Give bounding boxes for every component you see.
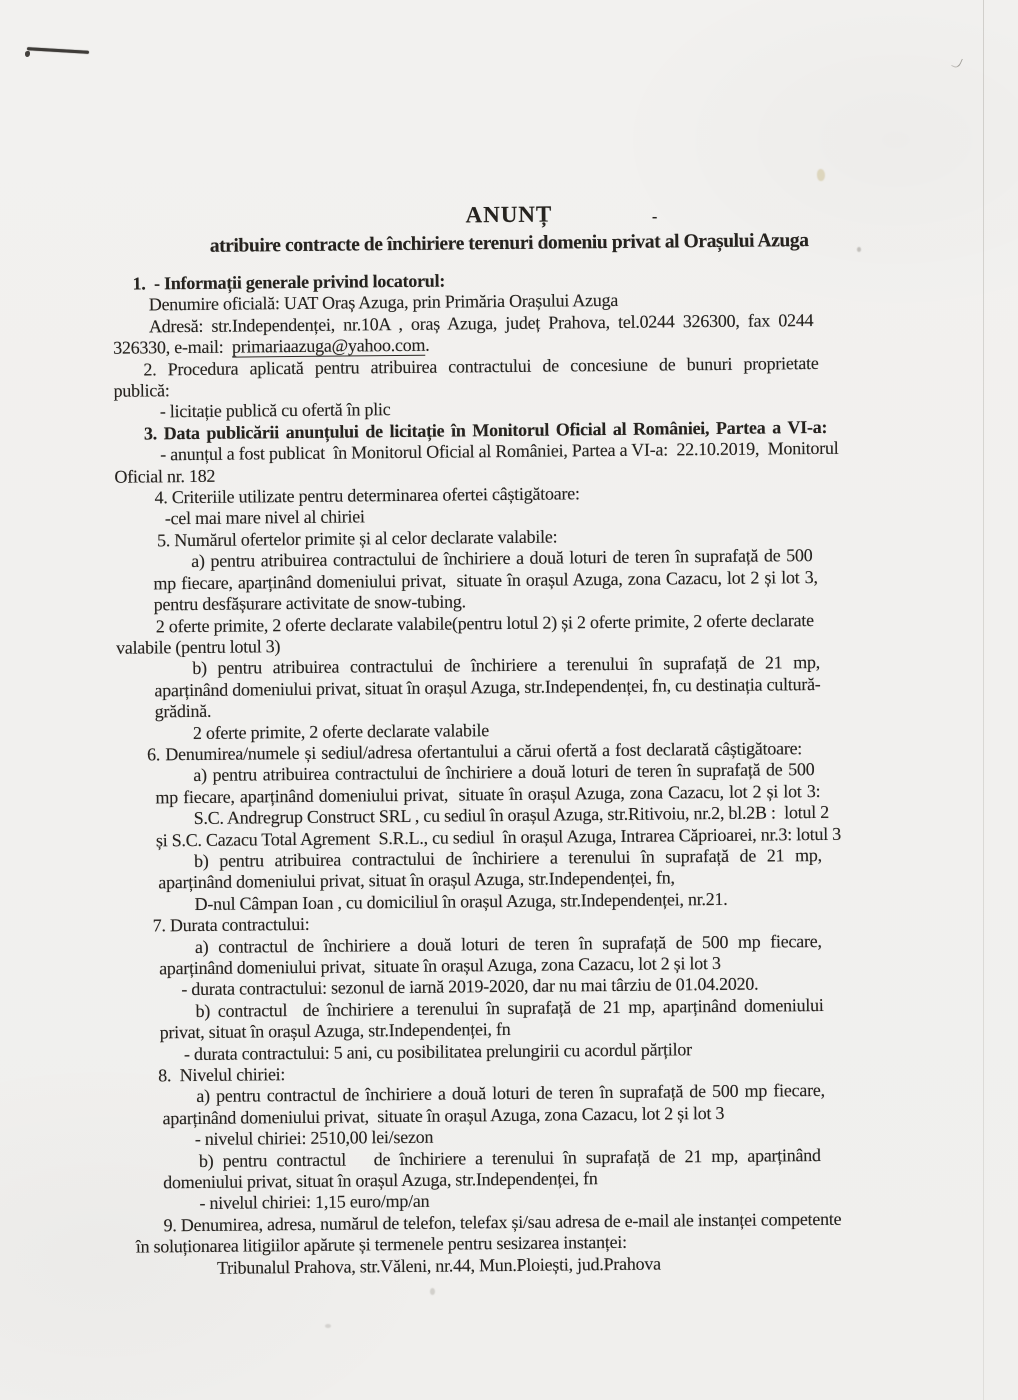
scan-speck (430, 1288, 435, 1295)
doc-line: privat, situat în orașul Azuga, str.Independenței, fn (159, 1019, 511, 1043)
doc-line-section-5: 5. Numărul ofertelor primite și al celor declarate valabile: (156, 526, 558, 551)
doc-line: - nivelul chiriei: 2510,00 lei/sezon (194, 1126, 434, 1150)
doc-line: D-nul Câmpan Ioan , cu domiciliul în orașul Azuga, str.Independenței, nr.21. (194, 888, 728, 914)
pen-stroke-mark (27, 47, 89, 54)
doc-line-section-3: 3. Data publicării anunțului de licitație în Monitorul Oficial al României, Partea a VI-a: (143, 416, 828, 444)
doc-line: Adresă: str.Independenței, nr.10A , oraș Azuga, județ Prahova, tel.0244 326300, fax 0244 (148, 309, 814, 337)
scan-speck (325, 1324, 331, 1328)
pen-stroke-blob (25, 51, 30, 57)
doc-line: grădină. (154, 700, 212, 722)
doc-line: a) pentru contractul de închiriere a două loturi de teren în suprafață de 500 mp fiecare, (196, 1080, 825, 1107)
doc-line-section-2: 2. Procedura aplicată pentru atribuirea contractului de concesiune de bunuri proprietate (143, 352, 819, 380)
doc-line: aparținând domeniului privat, situat în orașul Azuga, str.Independenței, fn, (158, 867, 675, 893)
doc-line: - durata contractului: 5 ani, cu posibilitatea prelungirii cu acordul părților (183, 1038, 692, 1064)
doc-line: b) pentru atribuirea contractului de închiriere a terenului în suprafață de 21 mp, (194, 844, 822, 871)
doc-line: și S.C. Cazacu Total Agrement S.R.L., cu sediul în orașul Azuga, Intrarea Căprioarei, nr.3: lotul 3 (155, 823, 841, 850)
email-text: primariaazuga@yahoo.com (231, 334, 426, 357)
doc-line: 2 oferte primite, 2 oferte declarate valabile (192, 719, 490, 743)
doc-line: aparținând domeniului privat, situate în orașul Azuga, zona Cazacu, lot 2 și lot 3 (159, 952, 721, 979)
doc-line: aparținând domeniului privat, situat în orașul Azuga, str.Independenței, fn, cu destinația cultură- (154, 673, 821, 701)
title-row (112, 199, 906, 231)
doc-line: 2 oferte primite, 2 oferte declarate valabile(pentru lotul 2) și 2 oferte primite, 2 oferte declarate (155, 609, 814, 636)
doc-line: b) pentru atribuirea contractului de închiriere a terenului în suprafață de 21 mp, (192, 652, 821, 679)
doc-line: Tribunalul Prahova, str.Văleni, nr.44, Mun.Ploiești, jud.Prahova (216, 1253, 661, 1278)
document-body (112, 199, 916, 1280)
doc-line-section-1: 1. - Informații generale privind locatorul: (132, 270, 446, 294)
doc-line: în soluționarea litigiilor apărute și termenele pentru sesizarea instanței: (135, 1232, 627, 1257)
doc-line-section-7: 7. Durata contractului: (152, 914, 310, 936)
doc-line: valabile (pentru lotul 3) (115, 636, 281, 658)
doc-line-section-9: 9. Denumirea, adresa, numărul de telefon, telefax și/sau adresa de e-mail ale instanței competente (163, 1208, 842, 1236)
scan-speck (817, 169, 825, 181)
doc-line: b) pentru contractul de închiriere a terenului în suprafață de 21 mp, aparținând (198, 1144, 821, 1171)
doc-line: - licitație publică cu ofertă în plic (159, 399, 391, 422)
doc-line: publică: (113, 380, 170, 401)
doc-line: -cel mai mare nivel al chiriei (164, 506, 365, 529)
scan-speck (951, 56, 963, 69)
doc-line: Oficial nr. 182 (114, 465, 216, 487)
doc-line: - nivelul chiriei: 1,15 euro/mp/an (199, 1191, 430, 1214)
email-line-post: . (425, 334, 430, 355)
doc-line: - anunțul a fost publicat în Monitorul Oficial al României, Partea a VI-a: 22.10.2019, Monitorul (160, 438, 839, 465)
doc-line: a) contractul de închiriere a două loturi de teren în suprafață de 500 mp fiecare, (194, 930, 822, 957)
page-title: ANUNȚ (465, 201, 553, 228)
doc-line: Denumire oficială: UAT Oraș Azuga, prin Primăria Orașului Azuga (148, 290, 619, 315)
stray-dash-mark: - (651, 208, 658, 226)
doc-line: aparținând domeniului privat, situate în orașul Azuga, zona Cazacu, lot 2 și lot 3 (162, 1102, 725, 1129)
doc-line: mp fiecare, aparținând domeniului privat, situate în orașul Azuga, zona Cazacu, lot 2 și lot 3, (153, 566, 818, 594)
email-line-pre: 326330, e-mail: (113, 336, 233, 358)
doc-line: - durata contractului: sezonul de iarnă 2019-2020, dar nu mai târziu de 01.04.2020. (181, 973, 759, 1000)
doc-line: mp fiecare, aparținând domeniului privat, situate în orașul Azuga, zona Cazacu, lot 2 și lot 3: (155, 780, 821, 808)
doc-line: a) pentru atribuirea contractului de închiriere a două loturi de teren în suprafață de 500 (193, 759, 815, 786)
doc-line: domeniului privat, situat în orașul Azuga, str.Independenței, fn (163, 1168, 598, 1193)
doc-line: pentru desfășurare activitate de snow-tubing. (153, 591, 466, 615)
doc-line-section-8: 8. Nivelul chiriei: (158, 1064, 286, 1086)
scan-page-edge-line (983, 0, 984, 1400)
doc-line: a) pentru atribuirea contractului de închiriere a două loturi de teren în suprafață de 500 (191, 545, 813, 572)
doc-line: S.C. Andregrup Construct SRL , cu sediul în orașul Azuga, str.Ritivoiu, nr.2, bl.2B : lotul 2 (193, 802, 830, 829)
page-subtitle: atribuire contracte de închiriere terenuri domeniu privat al Orașului Azuga (209, 230, 809, 257)
doc-line: b) contractul de închiriere a terenului în suprafață de 21 mp, aparținând domeniului (195, 994, 824, 1021)
doc-line-section-6: 6. Denumirea/numele și sediul/adresa ofertantului a cărui ofertă a fost declarată câștigătoare: (146, 738, 803, 765)
doc-line-section-4: 4. Criteriile utilizate pentru determinarea ofertei câștigătoare: (154, 483, 580, 508)
